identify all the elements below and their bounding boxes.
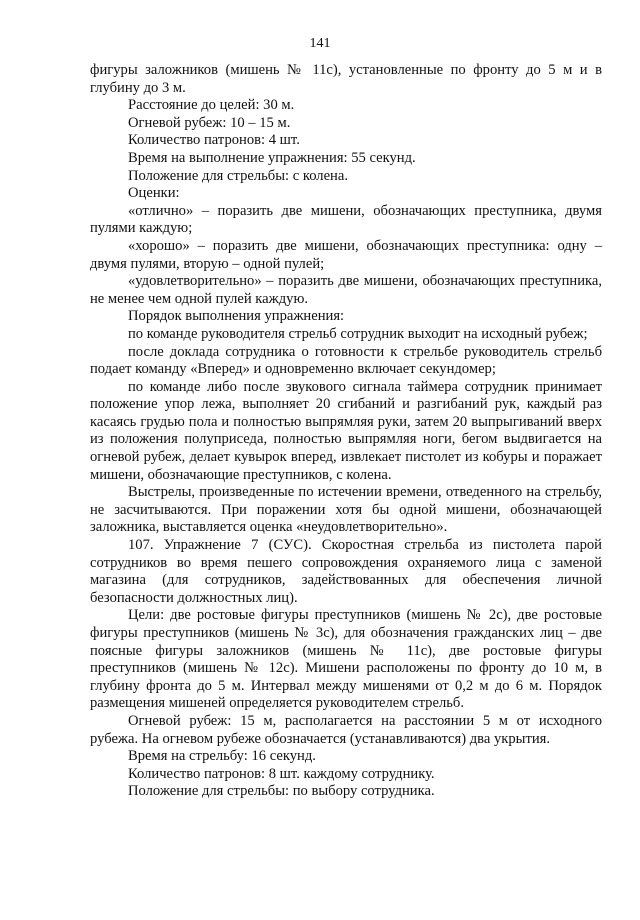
paragraph: Положение для стрельбы: по выбору сотрудника. <box>128 783 435 800</box>
paragraph: по команде руководителя стрельб сотрудник выходит на исходный рубеж; <box>128 325 588 342</box>
paragraph: Количество патронов: 8 шт. каждому сотруднику. <box>128 765 435 782</box>
paragraph: Время на выполнение упражнения: 55 секунд. <box>128 149 416 166</box>
paragraph: «хорошо» – поразить две мишени, обозначающих преступника: одну – двумя пулями, вторую – одной пулей; <box>90 237 602 272</box>
paragraph: Количество патронов: 4 шт. <box>128 132 300 149</box>
page-number: 141 <box>309 36 331 51</box>
paragraph: по команде либо после звукового сигнала таймера сотрудник принимает положение упор лежа, выполняет 20 сгибаний и разгибаний рук, каждый раз касаясь грудью пола и полностью выпрямляя руки, затем 20 выпрыгиваний вверх из положения полуприседа, полностью выпрямляя ноги, бегом выдвигается на огневой рубеж, делает кувырок вперед, извлекает пистолет из кобуры и поражает мишени, обозначающие преступников, с колена. <box>90 378 602 483</box>
paragraph: «отлично» – поразить две мишени, обозначающих преступника, двумя пулями каждую; <box>90 202 602 237</box>
paragraph: «удовлетворительно» – поразить две мишени, обозначающих преступника, не менее чем одной пулей каждую. <box>90 273 602 307</box>
paragraph: Расстояние до целей: 30 м. <box>128 97 295 114</box>
paragraph: Огневой рубеж: 10 – 15 м. <box>128 114 291 131</box>
paragraph: Цели: две ростовые фигуры преступников (мишень № 2с), две ростовые фигуры преступников (мишень № 3с), для обозначения гражданских лиц – две поясные фигуры заложников (мишень № 11с), две ростовые фигуры преступников (мишень № 12с). Мишени расположены по фронту до 10 м, в глубину фронта до 5 м. Интервал между мишенями от 0,2 м до 6 м. Порядок размещения мишеней определяется руководителем стрельб. <box>90 607 602 712</box>
paragraph: фигуры заложников (мишень № 11с), установленные по фронту до 5 м и в глубину до 3 м. <box>90 62 602 96</box>
body-text <box>90 62 602 801</box>
paragraph: 107. Упражнение 7 (СУС). Скоростная стрельба из пистолета парой сотрудников во время пешего сопровождения охраняемого лица с заменой магазина (для сотрудников, задействованных для обеспечения личной безопасности должностных лиц). <box>90 537 602 606</box>
paragraph: после доклада сотрудника о готовности к стрельбе руководитель стрельб подает команду «Вперед» и одновременно включает секундомер; <box>90 343 602 378</box>
paragraph: Оценки: <box>128 185 180 202</box>
paragraph: Выстрелы, произведенные по истечении времени, отведенного на стрельбу, не засчитываются. При поражении хотя бы одной мишени, обозначающей заложника, выставляется оценка «неудовлетворительно». <box>90 484 602 536</box>
paragraph: Огневой рубеж: 15 м, располагается на расстоянии 5 м от исходного рубежа. На огневом рубеже обозначается (устанавливаются) два укрытия. <box>90 712 602 747</box>
paragraph: Время на стрельбу: 16 секунд. <box>128 748 316 765</box>
paragraph: Положение для стрельбы: с колена. <box>128 167 348 184</box>
paragraph: Порядок выполнения упражнения: <box>128 308 345 325</box>
